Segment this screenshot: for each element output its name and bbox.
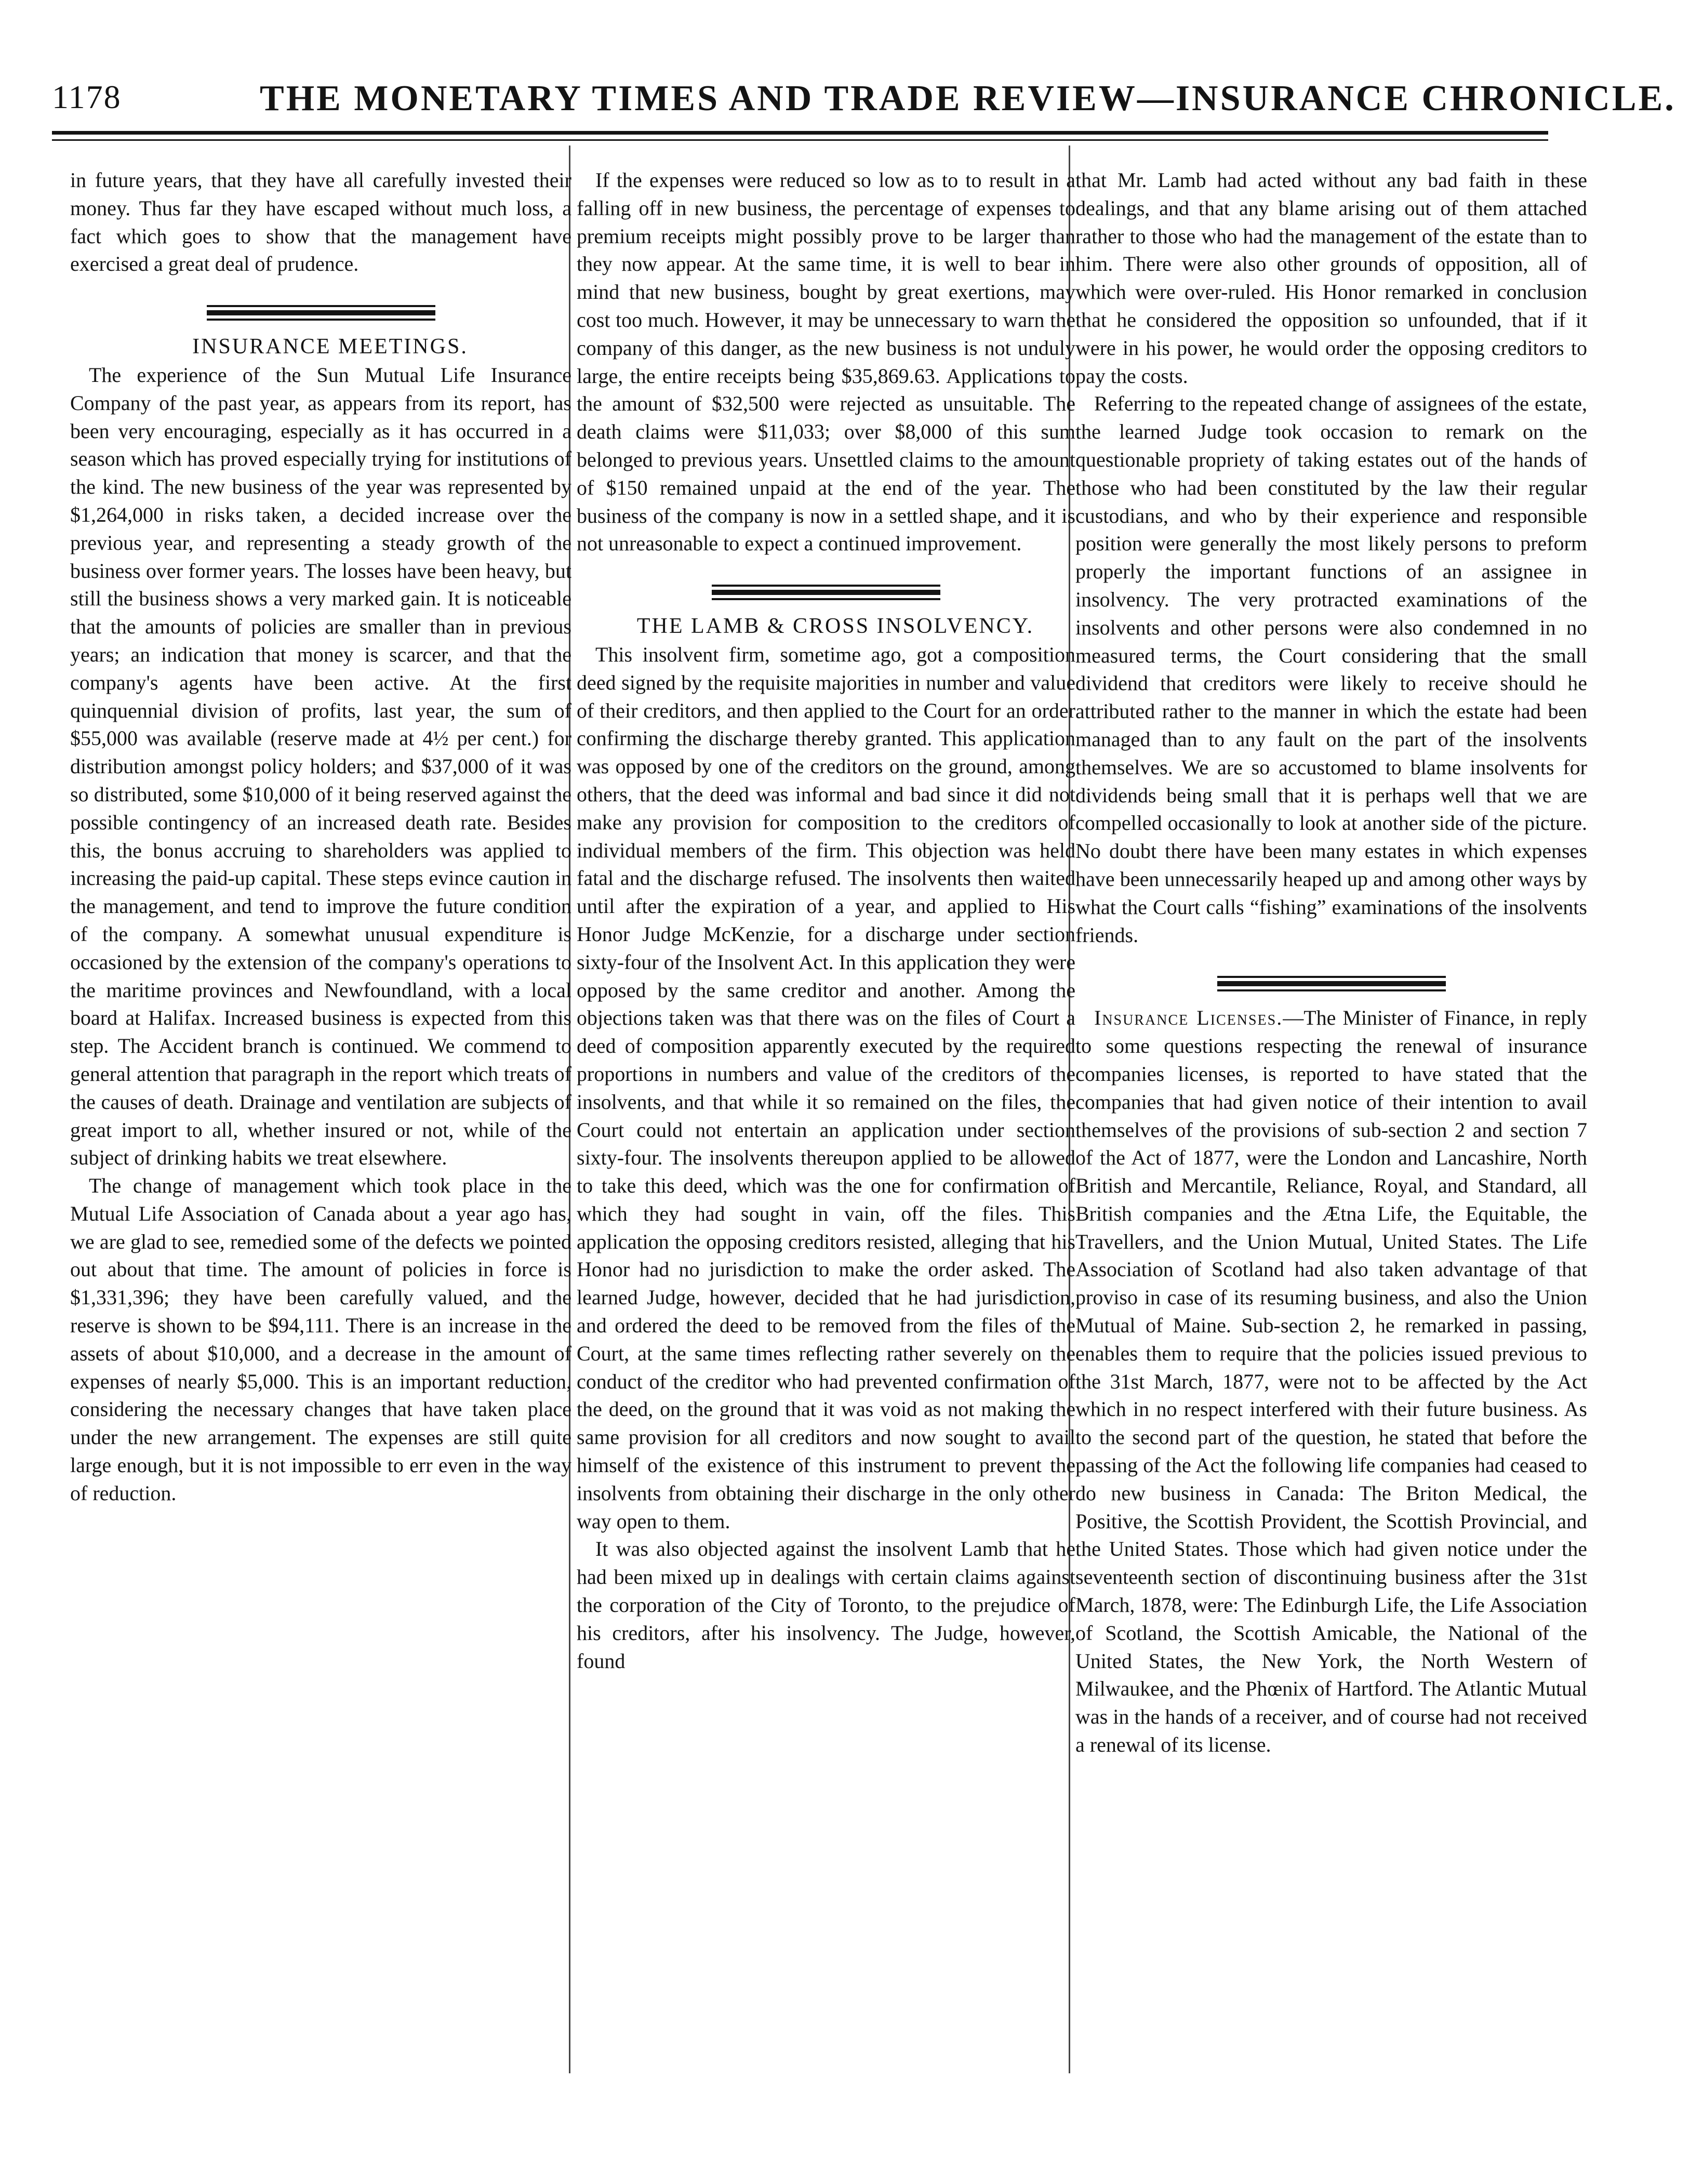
section-heading-insurance-meetings: INSURANCE MEETINGS.	[192, 335, 468, 359]
journal-title: THE MONETARY TIMES AND TRADE REVIEW—INSURANCE CHRONICLE.	[260, 78, 1676, 118]
paragraph: This insolvent firm, sometime ago, got a composition deed signed by the requisite majorities in number and value of their creditors, and then applied to the Court for an order confirming the discharge thereby granted. This application was opposed by one of the creditors on the ground, among others, that the deed was informal and bad since it did not make any provision for composition to the creditors of individual members of the firm. This objection was held fatal and the discharge refused. The insolvents then waited until after the expiration of a year, and applied to His Honor Judge McKenzie, for a discharge under section sixty-four of the Insolvent Act. In this application they were opposed by the same creditor and another. Among the objections taken was that there was on the files of Court a deed of composition apparently executed by the required proportions in numbers and value of the creditors of the insolvents, and that while it so remained on the files, the Court could not entertain an application under section sixty-four. The insolvents thereupon applied to be allowed to take this deed, which was the one for confirmation of which they had sought in vain, off the files. This application the opposing creditors resisted, alleging that his Honor had no jurisdiction to make the order asked. The learned Judge, however, decided that he had jurisdiction, and ordered the deed to be removed from the files of the Court, at the same times reflecting rather severely on the conduct of the creditor who had prevented confirmation of the deed, on the ground that it was void as not making the same provision for all creditors and now sought to avail himself of the existence of this instrument to prevent the insolvents from obtaining their discharge in the only other way open to them.	[577, 642, 1075, 1533]
section-separator	[712, 585, 940, 600]
header-rule-thin	[52, 139, 1548, 141]
column-3	[1075, 166, 1587, 2058]
paragraph: in future years, that they have all carefully invested their money. Thus far they have escaped without much loss, a fact which goes to show that the management have exercised a great deal of prudence.	[70, 168, 571, 276]
run-in-heading: Insurance Licenses.	[1094, 1006, 1283, 1030]
masthead	[52, 78, 1676, 125]
section-separator	[1217, 976, 1446, 991]
section-separator	[207, 305, 435, 321]
header-rule	[52, 131, 1548, 135]
paragraph-insurance-licenses	[1075, 1004, 1587, 1759]
page-number: 1178	[52, 78, 122, 115]
section-heading-lamb-cross-insolvency: THE LAMB & CROSS INSOLVENCY.	[636, 614, 1034, 639]
paragraph-text: —The Minister of Finance, in reply to some questions respecting the renewal of insurance companies licenses, is reported to have stated that the companies that had given notice of their intention to avail themselves of the provisions of sub-section 2 and section 7 of the Act of 1877, were the London and Lancashire, North British and Mercantile, Reliance, Royal, and Standard, all British companies and the Ætna Life, the Equitable, the Travellers, and the Union Mutual, United States. The Life Association of Scotland had also taken advantage of that proviso in case of its resuming business, and also the Union Mutual of Maine. Sub-section 2, he remarked in passing, enables them to require that the policies issued previous to the 31st March, 1877, were not to be affected by the Act which in no respect interfered with their future business. As to the second part of the question, he stated that before the passing of the Act the following life companies had ceased to do new business in Canada: The Briton Medical, the Positive, the Scottish Provident, the Scottish Provincial, and the United States. Those which had given notice under the seventeenth section of discontinuing business after the 31st March, 1878, were: The Edinburgh Life, the Life Association of Scotland, the Scottish Amicable, the National of the United States, the New York, the North Western of Milwaukee, and the Phœnix of Hartford. The Atlantic Mutual was in the hands of a receiver, and of course had not received a renewal of its license.	[1075, 1006, 1587, 1757]
paragraph: If the expenses were reduced so low as to to result in a falling off in new business, the percentage of expenses to premium receipts might possibly prove to be larger than they now appear. At the same time, it is well to bear in mind that new business, bought by great exertions, may cost too much. However, it may be unnecessary to warn the company of this danger, as the new business is not unduly large, the entire receipts being $35,869.63. Applications to the amount of $32,500 were rejected as unsuitable. The death claims were $11,033; over $8,000 of this sum belonged to previous years. Unsettled claims to the amount of $150 remained unpaid at the end of the year. The business of the company is now in a settled shape, and it is not unreasonable to expect a continued improvement.	[577, 168, 1075, 555]
paragraph: The change of management which took place in the Mutual Life Association of Canada about a year ago has, we are glad to see, remedied some of the defects we pointed out about that time. The amount of policies in force is $1,331,396; they have been carefully valued, and the reserve is shown to be $94,111. There is an increase in the assets of about $10,000, and a decrease in the amount of expenses of nearly $5,000. This is an important reduction, considering the necessary changes that have taken place under the new arrangement. The expenses are still quite large enough, but it is not impossible to err even in the way of reduction.	[70, 1174, 571, 1505]
paragraph: It was also objected against the insolvent Lamb that he had been mixed up in dealings with certain claims against the corporation of the City of Toronto, to the prejudice of his creditors, after his insolvency. The Judge, however, found	[577, 1537, 1075, 1673]
paragraph: The experience of the Sun Mutual Life Insurance Company of the past year, as appears from its report, has been very encouraging, especially as it has occurred in a season which has proved especially trying for institutions of the kind. The new business of the year was represented by $1,264,000 in risks taken, a decided increase over the previous year, and representing a steady growth of the business over former years. The losses have been heavy, but still the business shows a very marked gain. It is noticeable that the amounts of policies are smaller than in previous years; an indication that money is scarcer, and that the company's agents have been active. At the first quinquennial division of profits, last year, the sum of $55,000 was available (reserve made at 4½ per cent.) for distribution amongst policy holders; and $37,000 of it was so distributed, some $10,000 of it being reserved against the possible contingency of an increased death rate. Besides this, the bonus accruing to shareholders was applied to increasing the paid-up capital. These steps evince caution in the management, and tend to improve the future condition of the company. A somewhat unusual expenditure is occasioned by the extension of the company's operations to the maritime provinces and Newfoundland, with a local board at Halifax. Increased business is expected from this step. The Accident branch is continued. We commend to general attention that paragraph in the report which treats of the causes of death. Drainage and ventilation are subjects of great import to all, whether insured or not, while of the subject of drinking habits we treat elsewhere.	[70, 363, 571, 1170]
paragraph: that Mr. Lamb had acted without any bad faith in these dealings, and that any blame arising out of them attached rather to those who had the management of the estate than to him. There were also other grounds of opposition, all of which were over-ruled. His Honor remarked in conclusion that he considered the opposition so unfounded, that if it were in his power, he would order the opposing creditors to pay the costs.	[1075, 168, 1587, 388]
column-1	[70, 166, 571, 2058]
paragraph: Referring to the repeated change of assignees of the estate, the learned Judge took occasion to remark on the questionable propriety of taking estates out of the hands of those who had been constituted by the law their regular custodians, and who by their experience and responsible position were generally the most likely persons to preform properly the important functions of an assignee in insolvency. The very protracted examinations of the insolvents and other persons were also condemned in no measured terms, the Court considering that the small dividend that creditors were likely to receive should he attributed rather to the manner in which the estate had been managed than to any fault on the part of the insolvents themselves. We are so accustomed to blame insolvents for dividends being small that it is perhaps well that we are compelled occasionally to look at another side of the picture. No doubt there have been many estates in which expenses have been unnecessarily heaped up and among other ways by what the Court calls “fishing” examinations of the insolvents friends.	[1075, 392, 1587, 947]
column-2	[577, 166, 1075, 2058]
